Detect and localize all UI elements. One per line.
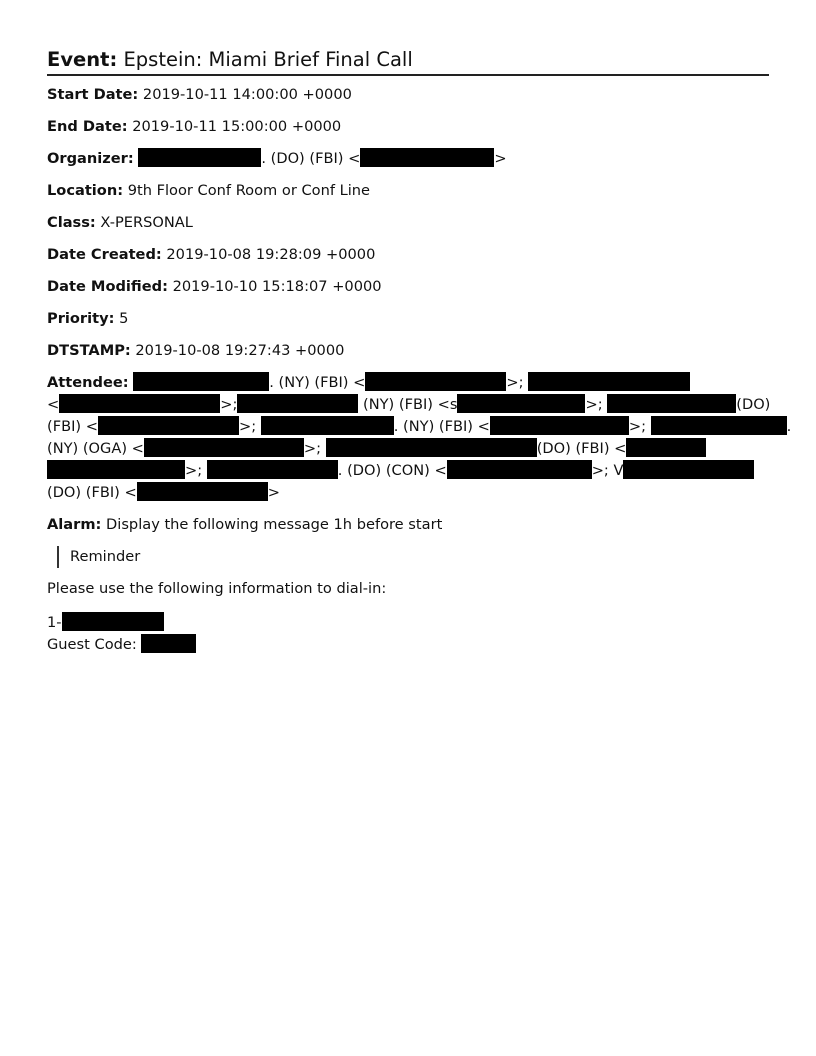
date-created-value: 2019-10-08 19:28:09 +0000: [166, 246, 376, 263]
attendee-text: (DO) (FBI) <: [536, 440, 627, 457]
location-label: Location:: [47, 182, 124, 199]
redaction-box: [626, 438, 706, 457]
event-title: Epstein: Miami Brief Final Call: [123, 48, 413, 71]
location-row: [47, 180, 769, 202]
attendee-line: [47, 438, 769, 460]
dial-prefix: 1-: [47, 614, 62, 631]
priority-label: Priority:: [47, 310, 115, 327]
redaction-box: [59, 394, 220, 413]
attendee-text: >;: [220, 396, 238, 413]
redaction-box: [144, 438, 304, 457]
redaction-box: [207, 460, 338, 479]
attendee-line: [47, 482, 769, 504]
date-modified-row: [47, 276, 769, 298]
dial-in-number: [47, 612, 769, 634]
location-value: 9th Floor Conf Room or Conf Line: [127, 182, 371, 199]
date-created-row: [47, 244, 769, 266]
end-date-row: [47, 116, 769, 138]
attendee-line: [47, 460, 769, 482]
guest-code-row: [47, 634, 769, 656]
attendee-text: (DO) (FBI) <: [47, 484, 137, 501]
attendee-line: [47, 372, 769, 394]
class-label: Class:: [47, 214, 96, 231]
dial-in-intro: Please use the following information to dial-in:: [47, 580, 387, 597]
attendee-text: <: [47, 396, 60, 413]
attendee-text: (NY) (OGA) <: [47, 440, 144, 457]
organizer-label: Organizer:: [47, 150, 134, 167]
redaction-box: [98, 416, 239, 435]
class-value: X-PERSONAL: [100, 214, 193, 231]
redaction-box: [528, 372, 690, 391]
redaction-box: [47, 460, 185, 479]
attendee-line: [47, 416, 792, 438]
organizer-row: [47, 148, 769, 170]
start-date-row: [47, 84, 769, 106]
attendee-text: . (NY) (FBI) <: [269, 374, 366, 391]
attendee-text: >;: [185, 462, 203, 479]
redaction-box: [138, 148, 261, 167]
redaction-box: [360, 148, 494, 167]
attendee-text: . (NY) (FBI) <: [393, 418, 490, 435]
attendee-label: Attendee:: [47, 374, 129, 391]
redaction-box: [490, 416, 629, 435]
organizer-affiliation: . (DO) (FBI) <: [261, 150, 361, 167]
dtstamp-value: 2019-10-08 19:27:43 +0000: [135, 342, 345, 359]
attendee-text: >; V: [591, 462, 624, 479]
attendee-text: (FBI) <: [47, 418, 98, 435]
calendar-event-document: [47, 46, 792, 656]
redaction-box: [326, 438, 537, 457]
attendee-text: >;: [506, 374, 524, 391]
guest-code-label: Guest Code:: [47, 636, 137, 653]
date-modified-label: Date Modified:: [47, 278, 168, 295]
attendee-text: (NY) (FBI) <s: [358, 396, 458, 413]
redaction-box: [141, 634, 196, 653]
organizer-close: >: [494, 150, 507, 167]
redaction-box: [607, 394, 736, 413]
redaction-box: [261, 416, 394, 435]
reminder-quote: Reminder: [57, 546, 769, 568]
attendee-text: (DO): [736, 396, 771, 413]
dtstamp-row: [47, 340, 769, 362]
start-date-value: 2019-10-11 14:00:00 +0000: [142, 86, 352, 103]
attendee-text: >;: [628, 418, 647, 435]
attendee-block: [47, 372, 792, 504]
attendee-text: >;: [303, 440, 322, 457]
class-row: [47, 212, 769, 234]
alarm-label: Alarm:: [47, 516, 102, 533]
redaction-box: [133, 372, 269, 391]
spacer: [47, 600, 769, 612]
priority-value: 5: [119, 310, 129, 327]
redaction-box: [365, 372, 506, 391]
redaction-box: [137, 482, 268, 501]
attendee-text: .: [786, 418, 792, 435]
event-label: Event:: [47, 48, 118, 71]
attendee-text: . (DO) (CON) <: [337, 462, 447, 479]
redaction-box: [237, 394, 358, 413]
date-created-label: Date Created:: [47, 246, 162, 263]
alarm-value: Display the following message 1h before start: [106, 516, 443, 533]
redaction-box: [623, 460, 754, 479]
redaction-box: [457, 394, 585, 413]
attendee-line: [47, 394, 769, 416]
end-date-label: End Date:: [47, 118, 128, 135]
date-modified-value: 2019-10-10 15:18:07 +0000: [172, 278, 382, 295]
dtstamp-label: DTSTAMP:: [47, 342, 131, 359]
redaction-box: [447, 460, 592, 479]
redaction-box: [62, 612, 164, 631]
attendee-text: >;: [585, 396, 603, 413]
redaction-box: [651, 416, 787, 435]
event-heading: [47, 46, 769, 76]
start-date-label: Start Date:: [47, 86, 139, 103]
priority-row: [47, 308, 769, 330]
alarm-row: [47, 514, 769, 536]
attendee-text: >;: [238, 418, 257, 435]
end-date-value: 2019-10-11 15:00:00 +0000: [132, 118, 342, 135]
attendee-text: >: [267, 484, 280, 501]
